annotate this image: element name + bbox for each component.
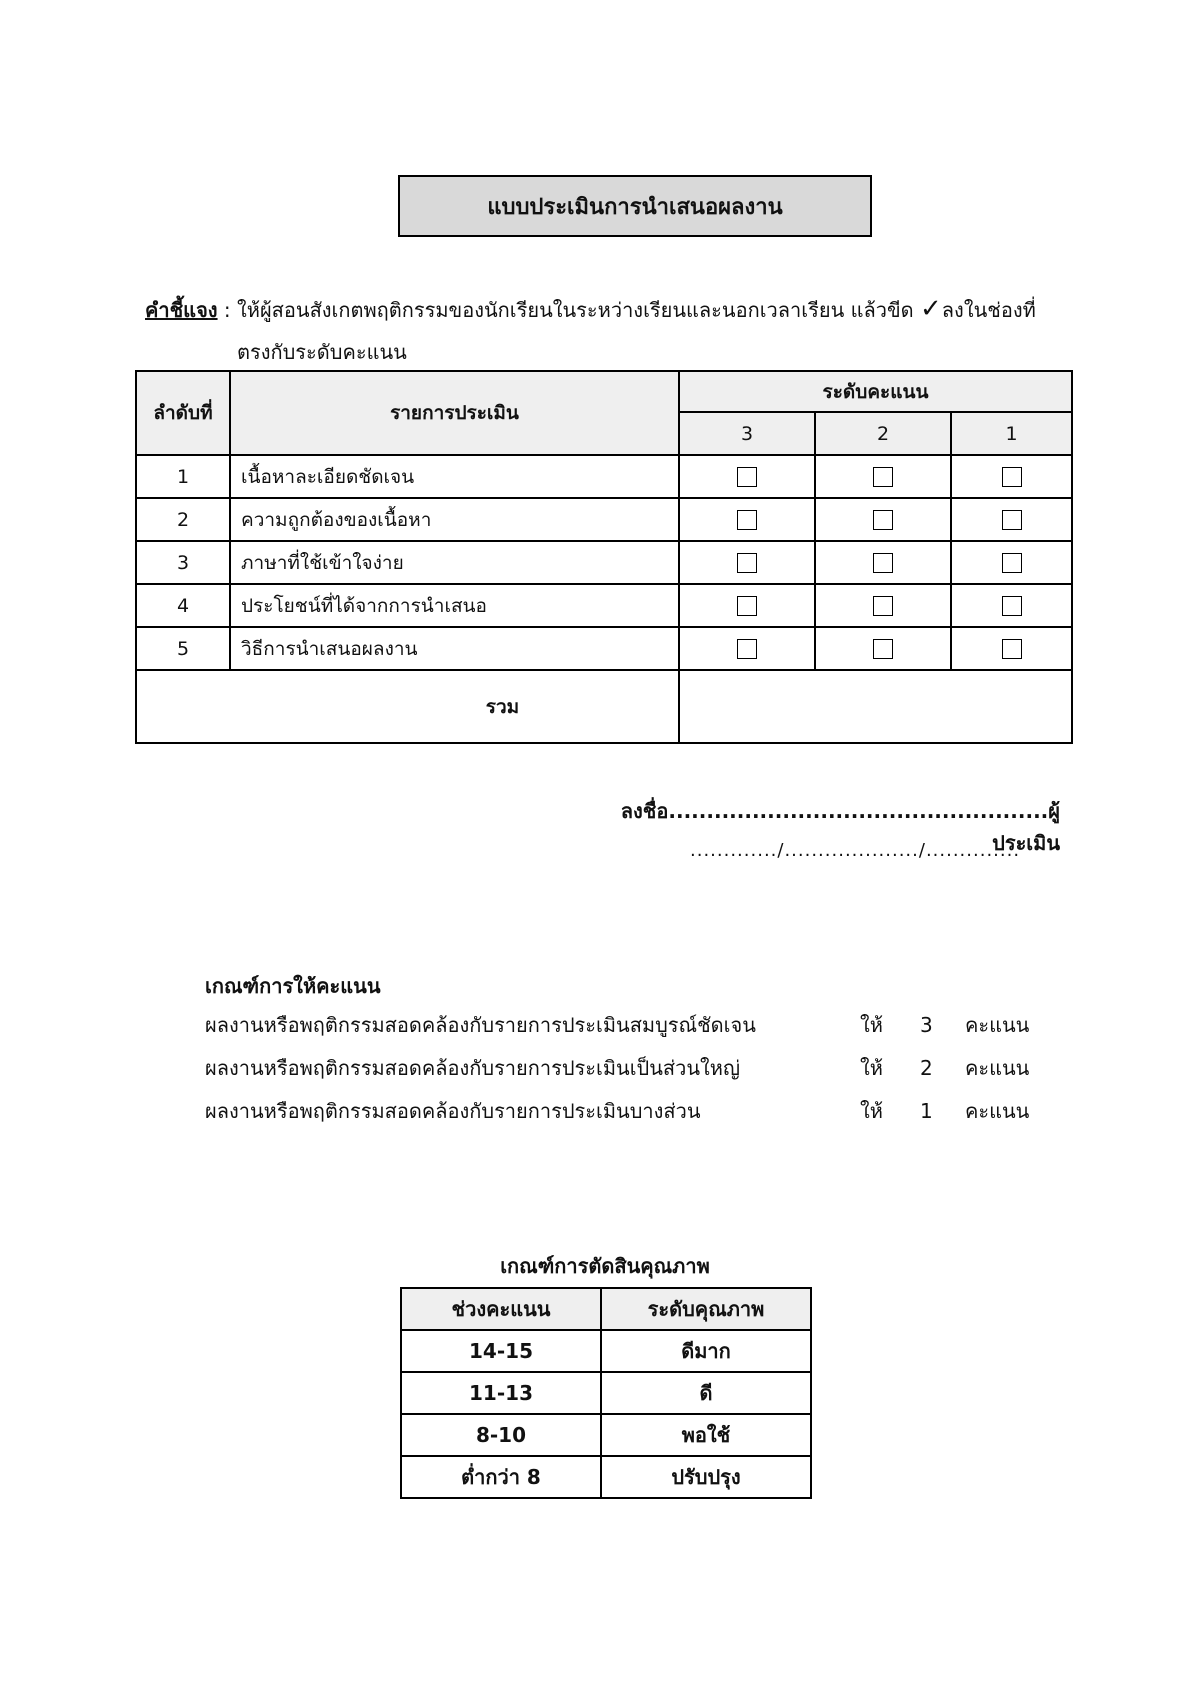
criteria-desc: ผลงานหรือพฤติกรรมสอดคล้องกับรายการประเมินเป็นส่วนใหญ่ <box>205 1056 741 1080</box>
checkbox-score-3[interactable] <box>737 596 757 616</box>
instruction-separator: : <box>217 298 238 322</box>
row-number: 2 <box>136 498 230 541</box>
table-row <box>401 1414 811 1456</box>
instruction-text-3: ตรงกับระดับคะแนน <box>237 340 407 364</box>
criteria-give: ให้ <box>860 1099 883 1123</box>
instruction-text-1: ให้ผู้สอนสังเกตพฤติกรรมของนักเรียนในระหว่างเรียนและนอกเวลาเรียน แล้วขีด <box>237 298 914 322</box>
criteria-unit: คะแนน <box>965 1013 1030 1037</box>
page-title: แบบประเมินการนำเสนอผลงาน <box>398 175 872 237</box>
checkbox-score-1[interactable] <box>1002 510 1022 530</box>
header-item: รายการประเมิน <box>230 371 679 455</box>
evaluation-table <box>135 370 1073 744</box>
table-row <box>401 1456 811 1498</box>
quality-title: เกณฑ์การตัดสินคุณภาพ <box>500 1254 710 1278</box>
row-item: วิธีการนำเสนอผลงาน <box>230 627 679 670</box>
checkbox-score-3[interactable] <box>737 467 757 487</box>
criteria-points: 3 <box>920 1013 933 1037</box>
criteria-title: เกณฑ์การให้คะแนน <box>205 974 381 998</box>
checkbox-score-3[interactable] <box>737 510 757 530</box>
criteria-row <box>205 1048 1065 1088</box>
signature-line: ลงชื่อ..................................................ผู้ประเมิน <box>620 799 1060 855</box>
header-order: ลำดับที่ <box>136 371 230 455</box>
row-item: เนื้อหาละเอียดชัดเจน <box>230 455 679 498</box>
checkbox-score-1[interactable] <box>1002 467 1022 487</box>
criteria-desc: ผลงานหรือพฤติกรรมสอดคล้องกับรายการประเมินบางส่วน <box>205 1099 701 1123</box>
header-score-range: ช่วงคะแนน <box>401 1288 601 1330</box>
checkbox-score-2[interactable] <box>873 510 893 530</box>
checkbox-score-1[interactable] <box>1002 553 1022 573</box>
row-item: ภาษาที่ใช้เข้าใจง่าย <box>230 541 679 584</box>
row-number: 4 <box>136 584 230 627</box>
instruction-label: คำชี้แจง <box>145 298 218 322</box>
header-score-1: 1 <box>951 412 1072 455</box>
total-value-cell[interactable] <box>679 670 1072 743</box>
table-row <box>401 1330 811 1372</box>
header-score-2: 2 <box>815 412 951 455</box>
criteria-points: 1 <box>920 1099 933 1123</box>
score-range: 14-15 <box>401 1330 601 1372</box>
checkbox-score-1[interactable] <box>1002 639 1022 659</box>
row-number: 5 <box>136 627 230 670</box>
table-row <box>136 627 1072 670</box>
table-row <box>136 541 1072 584</box>
quality-level: ดี <box>601 1372 811 1414</box>
criteria-give: ให้ <box>860 1056 883 1080</box>
row-item: ความถูกต้องของเนื้อหา <box>230 498 679 541</box>
checkbox-score-2[interactable] <box>873 596 893 616</box>
criteria-row <box>205 1005 1065 1045</box>
table-row <box>401 1372 811 1414</box>
criteria-unit: คะแนน <box>965 1099 1030 1123</box>
instruction-text-2: ลงในช่องที่ <box>941 298 1036 322</box>
checkbox-score-2[interactable] <box>873 639 893 659</box>
quality-level: ดีมาก <box>601 1330 811 1372</box>
date-line: ............./..................../.............. <box>690 840 1021 861</box>
criteria-unit: คะแนน <box>965 1056 1030 1080</box>
row-number: 1 <box>136 455 230 498</box>
quality-level: ปรับปรุง <box>601 1456 811 1498</box>
check-mark-icon: ✓ <box>920 294 942 324</box>
criteria-row <box>205 1091 1065 1131</box>
header-score-3: 3 <box>679 412 815 455</box>
quality-table <box>400 1287 812 1499</box>
row-number: 3 <box>136 541 230 584</box>
criteria-points: 2 <box>920 1056 933 1080</box>
checkbox-score-3[interactable] <box>737 553 757 573</box>
table-row <box>136 584 1072 627</box>
table-row <box>136 498 1072 541</box>
header-score-level: ระดับคะแนน <box>679 371 1072 412</box>
score-range: 11-13 <box>401 1372 601 1414</box>
instruction <box>145 288 1045 373</box>
checkbox-score-2[interactable] <box>873 553 893 573</box>
criteria-give: ให้ <box>860 1013 883 1037</box>
table-row <box>136 455 1072 498</box>
header-quality-level: ระดับคุณภาพ <box>601 1288 811 1330</box>
quality-level: พอใช้ <box>601 1414 811 1456</box>
total-label: รวม <box>136 670 679 743</box>
checkbox-score-3[interactable] <box>737 639 757 659</box>
criteria-desc: ผลงานหรือพฤติกรรมสอดคล้องกับรายการประเมินสมบูรณ์ชัดเจน <box>205 1013 756 1037</box>
score-range: ต่ำกว่า 8 <box>401 1456 601 1498</box>
row-item: ประโยชน์ที่ได้จากการนำเสนอ <box>230 584 679 627</box>
score-range: 8-10 <box>401 1414 601 1456</box>
checkbox-score-2[interactable] <box>873 467 893 487</box>
checkbox-score-1[interactable] <box>1002 596 1022 616</box>
